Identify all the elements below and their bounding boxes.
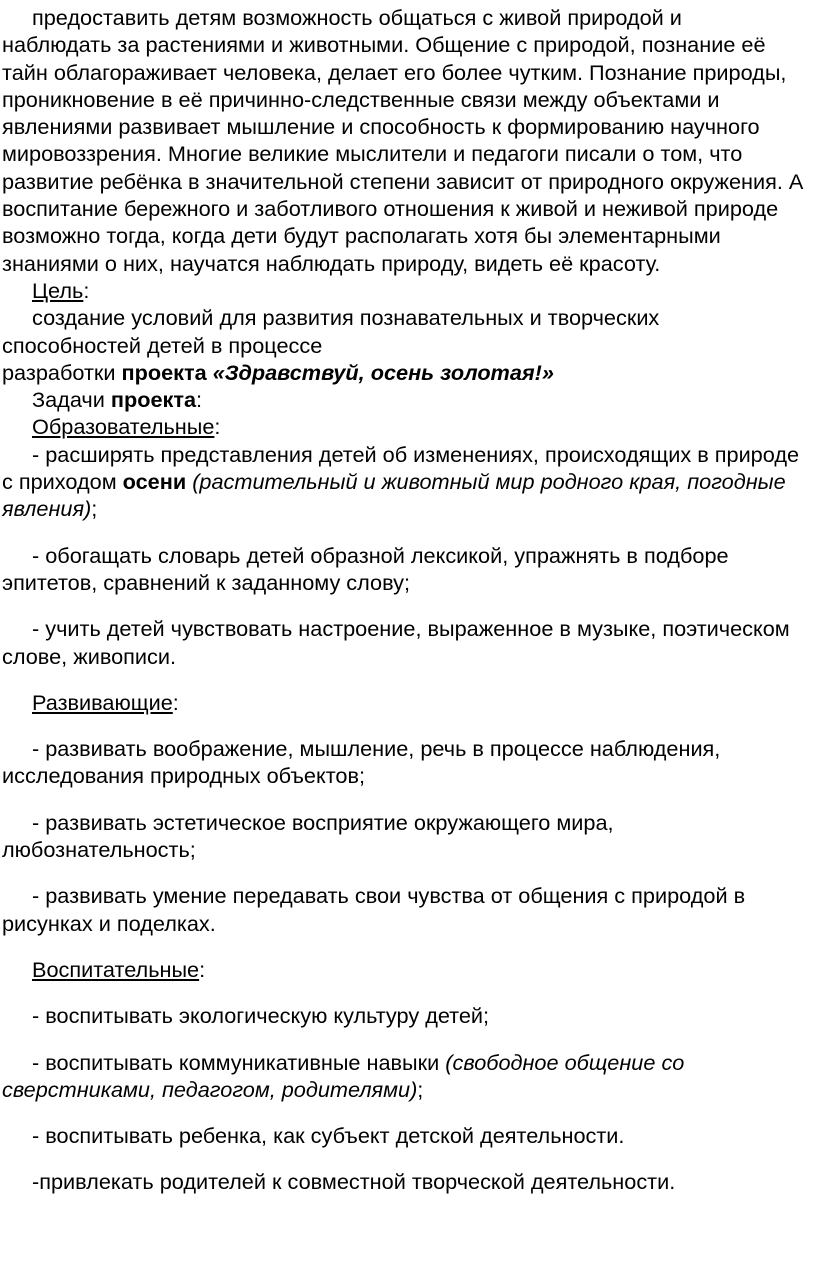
goal-project-word: проекта — [121, 359, 207, 385]
developing-item-1-text: - развивать воображение, мышление, речь в процессе наблюдения, исследования природных объектов; — [2, 736, 721, 789]
educational-item-3-text: - учить детей чувствовать настроение, выраженное в музыке, поэтическом слове, живописи. — [2, 616, 790, 669]
goal-colon: : — [83, 277, 90, 303]
goal-label-line — [2, 277, 812, 304]
tasks-colon: : — [196, 387, 203, 413]
educational-heading: Образовательные — [32, 414, 215, 440]
developing-item-3 — [2, 882, 812, 937]
developing-item-3-text: - развивать умение передавать свои чувства от общения с природой в рисунках и поделках. — [2, 883, 746, 936]
educational-item-2 — [2, 542, 812, 597]
developing-item-1 — [2, 735, 812, 790]
upbringing-item-2 — [2, 1049, 812, 1104]
educational-item-1-italic: (растительный и животный мир родного края, погодные явления) — [2, 469, 786, 522]
upbringing-heading: Воспитательные — [32, 956, 200, 982]
intro-paragraph: наблюдать за растениями и животными. Общение с природой, познание её тайн облагораживает человека, делает его более чутким. Познание природы, проникновение в её причинно-следственные связи между объектами и явлениями развивает мышление и способность к формированию научного мировоззрения. Многие великие мыслители и педагоги писали о том, что развитие ребёнка в значительной степени зависит от природного окружения. А воспитание бережного и заботливого отношения к живой и неживой природе возможно тогда, когда дети будут располагать хотя бы элементарными знаниями о них, научатся наблюдать природу, видеть её красоту. — [2, 32, 804, 276]
developing-colon: : — [172, 689, 179, 715]
developing-heading: Развивающие — [32, 689, 173, 715]
goal-line-3 — [2, 359, 812, 386]
developing-heading-line — [2, 689, 812, 716]
upbringing-colon: : — [199, 956, 206, 982]
upbringing-item-4: -привлекать родителей к совместной творческой деятельности. — [32, 1169, 676, 1195]
goal-line-3-prefix: разработки — [2, 359, 122, 385]
intro-first-line: предоставить детям возможность общаться с живой природой и — [32, 5, 682, 30]
educational-item-2-text: - обогащать словарь детей образной лексикой, упражнять в подборе эпитетов, сравнений к заданному слову; — [2, 542, 729, 595]
upbringing-item-2-text: - воспитывать коммуникативные навыки — [32, 1049, 446, 1075]
tasks-label-prefix: Задачи — [32, 387, 111, 413]
developing-item-2-text: - развивать эстетическое восприятие окружающего мира, любознательность; — [2, 809, 614, 863]
educational-heading-line — [2, 413, 812, 440]
upbringing-heading-line — [2, 956, 812, 983]
upbringing-item-2-italic: (свободное общение со сверстниками, педагогом, родителями) — [2, 1049, 685, 1102]
goal-line-1: создание условий для развития познавательных и творческих — [32, 305, 660, 331]
educational-item-1 — [2, 441, 812, 523]
developing-item-2 — [2, 809, 812, 864]
goal-line-2: способностей детей в процессе — [2, 332, 323, 358]
upbringing-item-3: - воспитывать ребенка, как субъект детской деятельности. — [32, 1123, 625, 1149]
educational-item-3 — [2, 615, 812, 670]
document-page — [2, 4, 812, 1196]
goal-project-title: «Здравствуй, осень золотая!» — [206, 359, 554, 385]
upbringing-item-1: - воспитывать экологическую культуру детей; — [32, 1003, 490, 1029]
upbringing-item-2-end: ; — [417, 1076, 424, 1102]
educational-item-1-bold: осени — [122, 469, 187, 495]
goal-label: Цель — [32, 277, 84, 303]
educational-item-1-end: ; — [91, 496, 98, 522]
tasks-label-line — [2, 386, 812, 413]
tasks-project-word: проекта — [110, 387, 197, 413]
educational-colon: : — [214, 414, 221, 440]
educational-item-1-text: - расширять представления детей об изменениях, происходящих в природе с приходом — [2, 441, 800, 495]
